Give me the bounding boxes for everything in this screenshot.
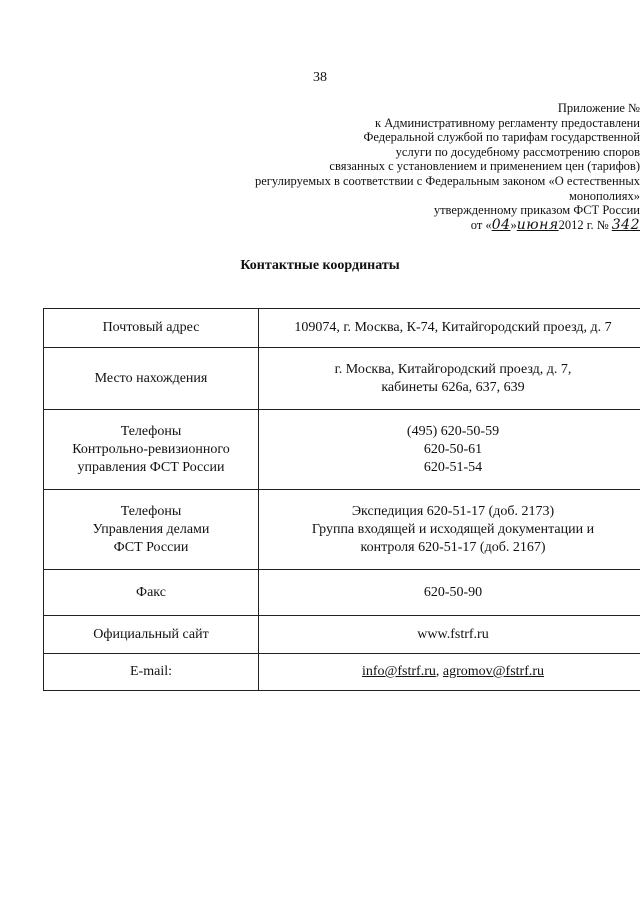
document-title: Контактные координаты [240,258,400,273]
phone-number: (495) 620-50-59 [406,423,500,439]
fax-value: 620-50-90 [259,570,640,616]
table-row-krd-phones [44,410,640,490]
ud-phones-label-line: ФСТ России [113,539,189,555]
location-line: кабинеты 626а, 637, 639 [381,379,525,395]
krd-phones-label-line: управления ФСТ России [77,459,225,475]
phone-line: Экспедиция 620-51-17 (доб. 2173) [351,503,555,519]
handwritten-day: 04 [491,216,511,233]
appendix-header [200,101,640,232]
table-row-website [44,616,640,654]
handwritten-order-number: 342 [611,216,640,233]
phone-number: 620-51-54 [423,459,483,475]
website-label: Официальный сайт [44,616,259,654]
appendix-line: к Административному регламенту предоставлени [375,115,640,130]
appendix-line: монополиях» [568,188,640,203]
fax-label: Факс [44,570,259,616]
date-year: 2012 г. № [558,217,609,232]
krd-phones-label-line: Контрольно-ревизионного [72,441,230,457]
postal-address-value: 109074, г. Москва, К-74, Китайгородский проезд, д. 7 [259,309,640,348]
table-row-ud-phones [44,490,640,570]
email-separator: , [435,664,443,679]
appendix-line: утвержденному приказом ФСТ России [433,203,640,218]
date-prefix: от « [470,217,492,232]
appendix-line: Федеральной службой по тарифам государственной [363,130,640,145]
page-number: 38 [313,70,327,85]
order-date-line [200,218,640,233]
phone-line: Группа входящей и исходящей документации и [311,521,595,537]
phone-number: 620-50-61 [423,441,483,457]
appendix-line: Приложение № [557,101,640,115]
krd-phones-value [259,410,640,490]
table-row-fax [44,570,640,616]
email-label: E-mail: [44,654,259,691]
postal-address-label: Почтовый адрес [44,309,259,348]
location-value [259,348,640,410]
ud-phones-label [44,490,259,570]
table-row-postal-address [44,309,640,348]
appendix-line: связанных с установлением и применением цен (тарифов) [329,159,640,174]
krd-phones-label-line: Телефоны [120,423,182,439]
handwritten-month: июня [516,216,559,233]
location-line: г. Москва, Китайгородский проезд, д. 7, [334,361,572,377]
date-quote-close: » [510,217,517,232]
table-row-email [44,654,640,691]
ud-phones-value [259,490,640,570]
location-label: Место нахождения [44,348,259,410]
phone-line: контроля 620-51-17 (доб. 2167) [360,539,546,555]
krd-phones-label [44,410,259,490]
email-link-info[interactable]: info@fstrf.ru [361,664,436,679]
appendix-line: регулируемых в соответствии с Федеральным законом «О естественных [254,173,640,188]
contacts-table [43,308,640,691]
table-row-location [44,348,640,410]
ud-phones-label-line: Управления делами [92,521,210,537]
email-value [259,654,640,691]
website-link[interactable]: www.fstrf.ru [259,616,640,654]
email-link-agromov[interactable]: agromov@fstrf.ru [442,664,545,679]
appendix-line: услуги по досудебному рассмотрению споров [395,144,640,159]
ud-phones-label-line: Телефоны [120,503,182,519]
